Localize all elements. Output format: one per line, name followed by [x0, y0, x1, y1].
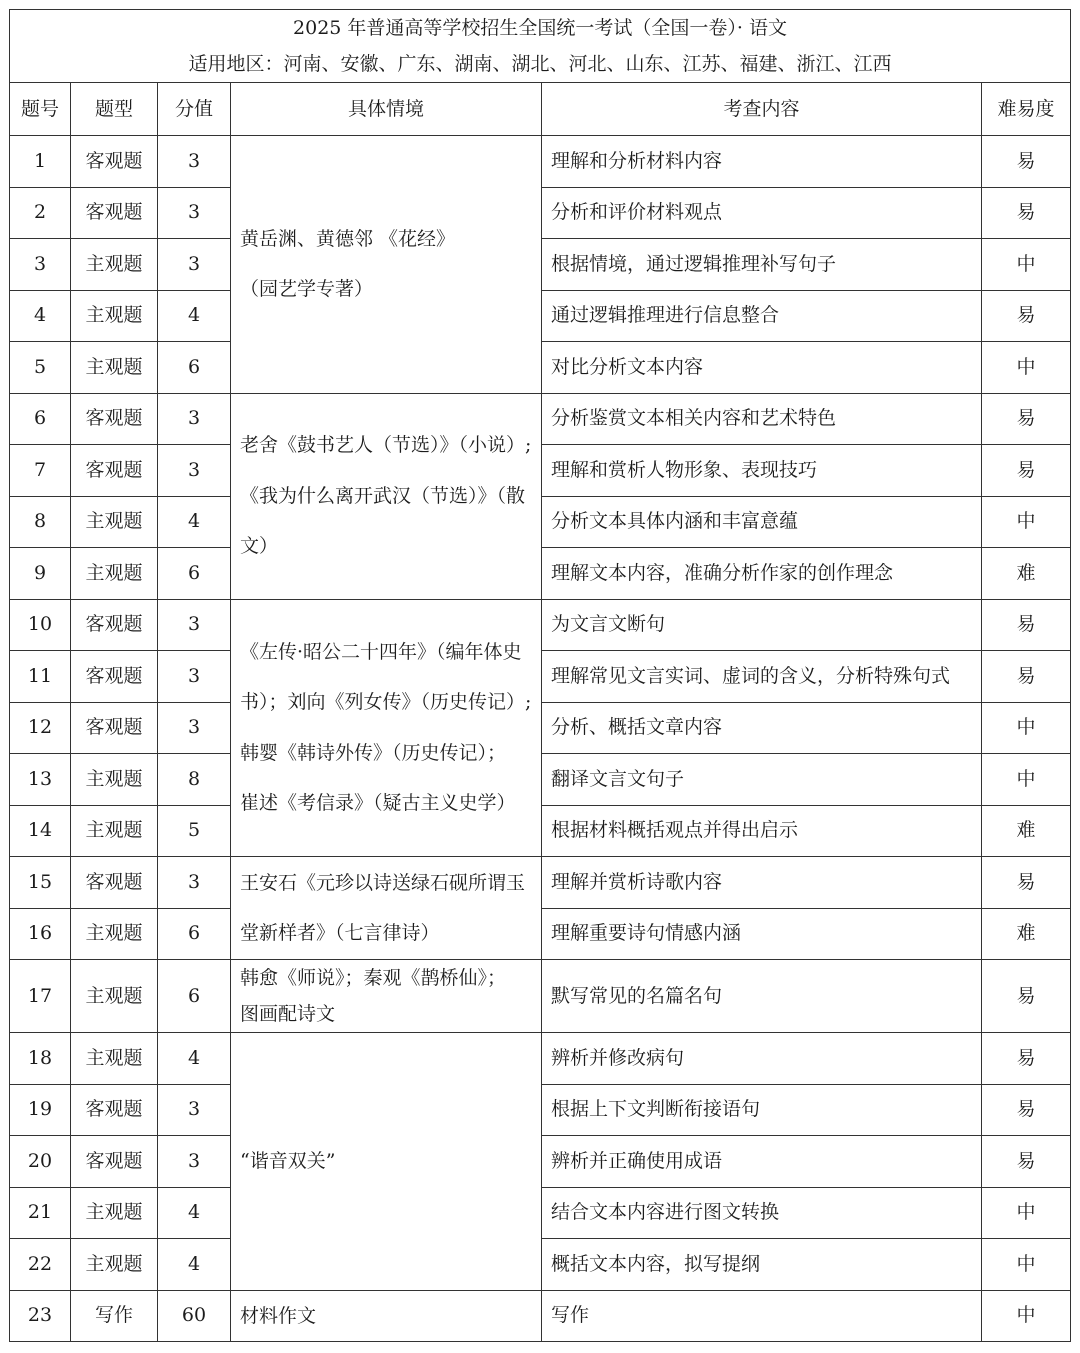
question-type: 客观题: [71, 136, 158, 188]
difficulty-level: 难: [982, 805, 1071, 857]
question-type: 客观题: [71, 599, 158, 651]
question-score: 4: [158, 1187, 231, 1239]
difficulty-level: 易: [982, 187, 1071, 239]
question-score: 60: [158, 1290, 231, 1342]
difficulty-level: 易: [982, 960, 1071, 1033]
question-number: 21: [10, 1187, 71, 1239]
question-score: 6: [158, 960, 231, 1033]
context-cell: [231, 599, 542, 857]
assessment-content: 理解和赏析人物形象、表现技巧: [542, 445, 982, 497]
difficulty-level: 易: [982, 599, 1071, 651]
assessment-content: 分析鉴赏文本相关内容和艺术特色: [542, 393, 982, 445]
question-number: 14: [10, 805, 71, 857]
question-number: 9: [10, 548, 71, 600]
question-type: 主观题: [71, 805, 158, 857]
question-score: 3: [158, 702, 231, 754]
table-row: [10, 393, 1071, 445]
question-number: 6: [10, 393, 71, 445]
question-type: 主观题: [71, 1239, 158, 1291]
question-number: 23: [10, 1290, 71, 1342]
question-score: 3: [158, 136, 231, 188]
difficulty-level: 中: [982, 1239, 1071, 1291]
table-row: [10, 857, 1071, 909]
question-type: 客观题: [71, 187, 158, 239]
question-type: 客观题: [71, 702, 158, 754]
context-line: “谐音双关”: [240, 1150, 336, 1172]
table-row: [10, 1290, 1071, 1342]
header-difficulty: 难易度: [982, 83, 1071, 136]
assessment-content: 理解重要诗句情感内涵: [542, 908, 982, 960]
question-type: 主观题: [71, 548, 158, 600]
context-cell: [231, 1033, 542, 1291]
question-number: 5: [10, 342, 71, 394]
table-title: [10, 10, 1071, 83]
difficulty-level: 中: [982, 1187, 1071, 1239]
difficulty-level: 易: [982, 1033, 1071, 1085]
question-score: 4: [158, 1033, 231, 1085]
header-type: 题型: [71, 83, 158, 136]
difficulty-level: 中: [982, 1290, 1071, 1342]
question-type: 主观题: [71, 290, 158, 342]
table-row: [10, 136, 1071, 188]
question-score: 4: [158, 1239, 231, 1291]
difficulty-level: 中: [982, 754, 1071, 806]
question-score: 5: [158, 805, 231, 857]
context-line: 韩婴《韩诗外传》（历史传记）；: [240, 741, 507, 764]
assessment-content: 为文言文断句: [542, 599, 982, 651]
assessment-content: 分析、概括文章内容: [542, 702, 982, 754]
context-cell: [231, 960, 542, 1033]
question-type: 客观题: [71, 1084, 158, 1136]
question-type: 主观题: [71, 960, 158, 1033]
question-type: 主观题: [71, 342, 158, 394]
difficulty-level: 易: [982, 857, 1071, 909]
question-number: 11: [10, 651, 71, 703]
difficulty-level: 中: [982, 702, 1071, 754]
context-line: 文）: [240, 535, 279, 558]
difficulty-level: 易: [982, 393, 1071, 445]
context-line: 黄岳渊、黄德邻 《花经》: [240, 227, 456, 250]
question-score: 3: [158, 1084, 231, 1136]
context-line: 王安石《元珍以诗送绿石砚所谓玉: [240, 871, 526, 894]
exam-title: 2025 年普通高等学校招生全国统一考试（全国一卷）· 语文: [293, 17, 788, 39]
question-type: 客观题: [71, 445, 158, 497]
applicable-regions: 适用地区：河南、安徽、广东、湖南、湖北、河北、山东、江苏、福建、浙江、江西: [188, 53, 892, 75]
difficulty-level: 易: [982, 445, 1071, 497]
question-score: 3: [158, 651, 231, 703]
question-number: 19: [10, 1084, 71, 1136]
context-line: 崔述《考信录》（疑古主义史学）: [240, 792, 516, 815]
context-line: 材料作文: [240, 1304, 317, 1327]
assessment-content: 理解并赏析诗歌内容: [542, 857, 982, 909]
question-score: 4: [158, 290, 231, 342]
question-number: 18: [10, 1033, 71, 1085]
assessment-content: 翻译文言文句子: [542, 754, 982, 806]
question-score: 3: [158, 187, 231, 239]
assessment-content: 辨析并正确使用成语: [542, 1136, 982, 1188]
assessment-content: 理解文本内容，准确分析作家的创作理念: [542, 548, 982, 600]
question-score: 3: [158, 599, 231, 651]
question-number: 20: [10, 1136, 71, 1188]
difficulty-level: 易: [982, 651, 1071, 703]
context-line: 《左传·昭公二十四年》（编年体史: [240, 640, 522, 663]
assessment-content: 分析和评价材料观点: [542, 187, 982, 239]
assessment-content: 根据材料概括观点并得出启示: [542, 805, 982, 857]
question-type: 客观题: [71, 857, 158, 909]
question-number: 4: [10, 290, 71, 342]
question-type: 主观题: [71, 754, 158, 806]
question-number: 13: [10, 754, 71, 806]
assessment-content: 分析文本具体内涵和丰富意蕴: [542, 496, 982, 548]
context-line: （园艺学专著）: [240, 278, 374, 301]
assessment-content: 概括文本内容，拟写提纲: [542, 1239, 982, 1291]
difficulty-level: 易: [982, 1084, 1071, 1136]
question-number: 1: [10, 136, 71, 188]
question-type: 主观题: [71, 908, 158, 960]
exam-analysis-sheet: [9, 9, 1070, 1342]
question-number: 10: [10, 599, 71, 651]
assessment-content: 通过逻辑推理进行信息整合: [542, 290, 982, 342]
context-cell: [231, 136, 542, 394]
question-number: 3: [10, 239, 71, 291]
difficulty-level: 中: [982, 342, 1071, 394]
question-score: 3: [158, 393, 231, 445]
header-content: 考查内容: [542, 83, 982, 136]
table-row: [10, 599, 1071, 651]
question-type: 客观题: [71, 1136, 158, 1188]
difficulty-level: 易: [982, 290, 1071, 342]
context-line: 韩愈《师说》；秦观《鹊桥仙》；: [240, 967, 507, 989]
question-score: 6: [158, 548, 231, 600]
assessment-content: 对比分析文本内容: [542, 342, 982, 394]
assessment-content: 写作: [542, 1290, 982, 1342]
difficulty-level: 易: [982, 136, 1071, 188]
question-number: 2: [10, 187, 71, 239]
question-type: 主观题: [71, 496, 158, 548]
assessment-content: 结合文本内容进行图文转换: [542, 1187, 982, 1239]
question-score: 8: [158, 754, 231, 806]
header-context: 具体情境: [231, 83, 542, 136]
difficulty-level: 难: [982, 548, 1071, 600]
context-line: 老舍《鼓书艺人（节选）》（小说）;: [240, 434, 532, 457]
header-num: 题号: [10, 83, 71, 136]
header-score: 分值: [158, 83, 231, 136]
question-score: 3: [158, 857, 231, 909]
question-number: 15: [10, 857, 71, 909]
question-type: 主观题: [71, 239, 158, 291]
table-row: [10, 960, 1071, 1033]
question-number: 22: [10, 1239, 71, 1291]
assessment-content: 默写常见的名篇名句: [542, 960, 982, 1033]
difficulty-level: 中: [982, 239, 1071, 291]
question-number: 8: [10, 496, 71, 548]
question-score: 3: [158, 239, 231, 291]
question-number: 12: [10, 702, 71, 754]
question-score: 6: [158, 908, 231, 960]
context-line: 《我为什么离开武汉（节选）》（散: [240, 484, 526, 507]
assessment-content: 根据上下文判断衔接语句: [542, 1084, 982, 1136]
assessment-content: 理解常见文言实词、虚词的含义，分析特殊句式: [542, 651, 982, 703]
question-number: 16: [10, 908, 71, 960]
question-type: 写作: [71, 1290, 158, 1342]
question-score: 6: [158, 342, 231, 394]
question-number: 7: [10, 445, 71, 497]
context-line: 堂新样者》（七言律诗）: [240, 922, 440, 944]
question-type: 客观题: [71, 651, 158, 703]
assessment-content: 理解和分析材料内容: [542, 136, 982, 188]
header-row: [10, 83, 1071, 136]
difficulty-level: 易: [982, 1136, 1071, 1188]
question-type: 主观题: [71, 1033, 158, 1085]
context-line: 图画配诗文: [240, 1003, 336, 1025]
context-cell: [231, 1290, 542, 1342]
context-cell: [231, 857, 542, 960]
question-score: 4: [158, 496, 231, 548]
question-type: 客观题: [71, 393, 158, 445]
context-cell: [231, 393, 542, 599]
assessment-content: 根据情境，通过逻辑推理补写句子: [542, 239, 982, 291]
exam-analysis-table: [9, 9, 1071, 1342]
table-row: [10, 1033, 1071, 1085]
context-line: 书）；刘向《列女传》（历史传记）;: [240, 691, 532, 714]
difficulty-level: 中: [982, 496, 1071, 548]
question-score: 3: [158, 445, 231, 497]
difficulty-level: 难: [982, 908, 1071, 960]
question-number: 17: [10, 960, 71, 1033]
question-score: 3: [158, 1136, 231, 1188]
question-type: 主观题: [71, 1187, 158, 1239]
assessment-content: 辨析并修改病句: [542, 1033, 982, 1085]
